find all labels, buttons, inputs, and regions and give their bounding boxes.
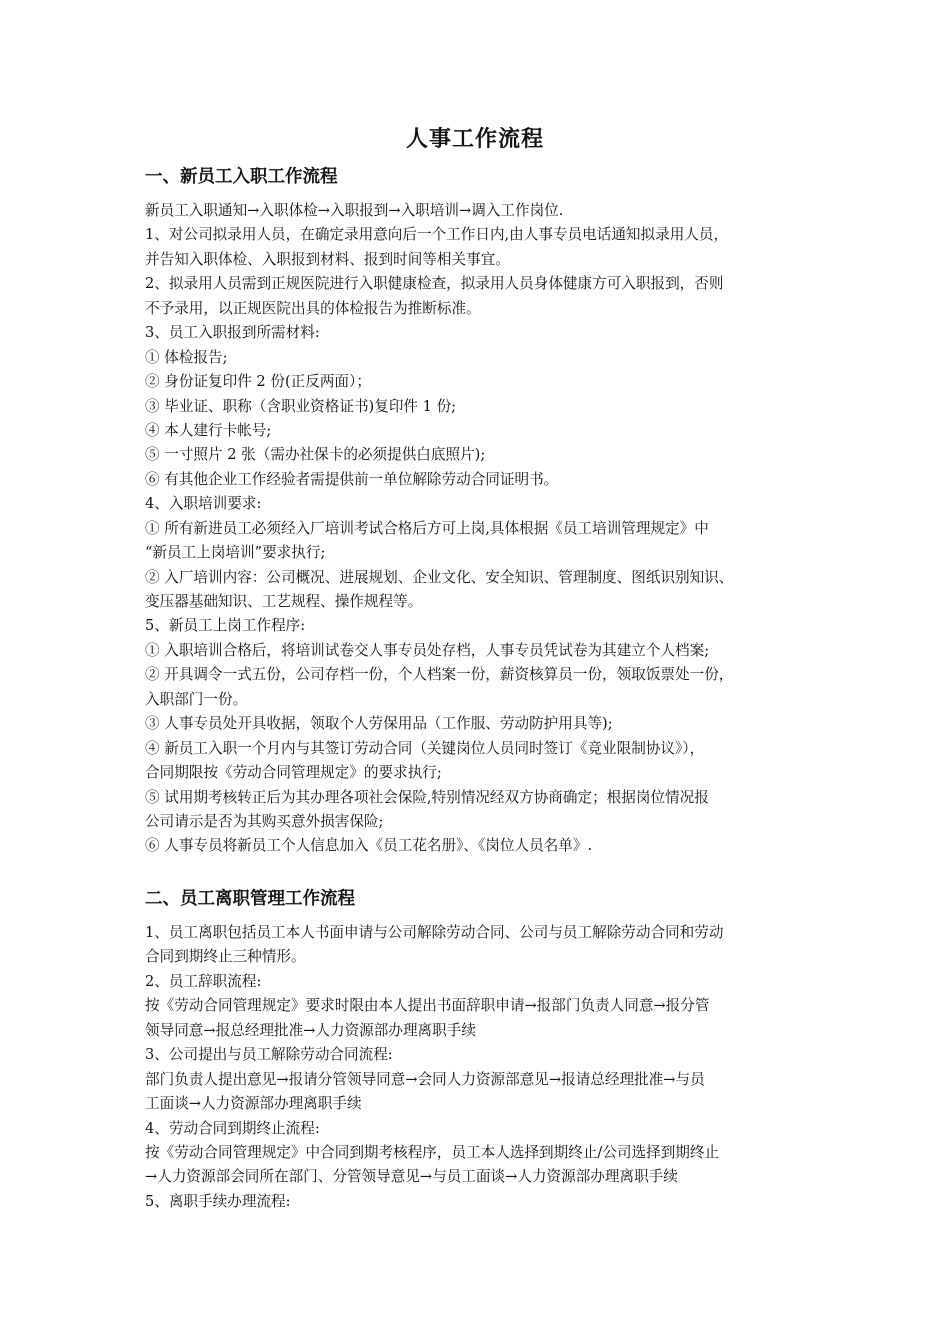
list-item: ③ 人事专员处开具收据，领取个人劳保用品（工作服、劳动防护用具等); (145, 715, 613, 733)
list-item: ⑥ 有其他企业工作经验者需提供前一单位解除劳动合同证明书。 (145, 470, 559, 488)
list-item: ⑤ 一寸照片 2 张（需办社保卡的必须提供白底照片); (145, 446, 486, 464)
list-item: ① 所有新进员工必须经入厂培训考试合格后方可上岗,具体根据《员工培训管理规定》中 (145, 519, 709, 537)
paragraph-line: 2、员工辞职流程: (145, 972, 262, 990)
list-item: ③ 毕业证、职称（含职业资格证书)复印件 1 份; (145, 397, 457, 415)
list-item: “新员工上岗培训”要求执行; (145, 544, 326, 562)
paragraph-line: 3、员工入职报到所需材料: (145, 324, 320, 342)
list-item: ④ 本人建行卡帐号; (145, 421, 272, 439)
list-item: 变压器基础知识、工艺规程、操作规程等。 (145, 593, 423, 610)
paragraph-line: 5、离职手续办理流程: (145, 1192, 291, 1210)
paragraph-line: 新员工入职通知→入职体检→入职报到→入职培训→调入工作岗位. (145, 202, 564, 219)
paragraph-line: 4、入职培训要求: (145, 495, 262, 513)
list-item: ⑤ 试用期考核转正后为其办理各项社会保险,特别情况经双方协商确定；根据岗位情况报 (145, 788, 709, 806)
list-item: ④ 新员工入职一个月内与其签订劳动合同（关键岗位人员同时签订《竞业限制协议》）， (145, 739, 705, 757)
paragraph-line: 1、对公司拟录用人员，在确定录用意向后一个工作日内,由人事专员电话通知拟录用人员， (145, 226, 729, 244)
list-item: ① 体检报告; (145, 348, 228, 366)
paragraph-line: 工面谈→人力资源部办理离职手续 (145, 1095, 362, 1113)
list-item: 合同期限按《劳动合同管理规定》的要求执行; (145, 764, 442, 782)
list-item: ② 开具调令一式五份，公司存档一份，个人档案一份，薪资核算员一份，领取饭票处一份， (145, 666, 734, 684)
paragraph-line: 1、员工离职包括员工本人书面申请与公司解除劳动合同、公司与员工解除劳动合同和劳动 (145, 924, 724, 941)
list-item: ② 入厂培训内容：公司概况、进展规划、企业文化、安全知识、管理制度、图纸识别知识、 (145, 568, 734, 586)
paragraph-line: 2、拟录用人员需到正规医院进行入职健康检查，拟录用人员身体健康方可入职报到，否则 (145, 275, 724, 293)
paragraph-line: 不予录用，以正规医院出具的体检报告为推断标准。 (145, 299, 481, 317)
paragraph-line: 按《劳动合同管理规定》中合同到期考核程序，员工本人选择到期终止/公司选择到期终止 (145, 1143, 720, 1161)
list-item: ⑥ 人事专员将新员工个人信息加入《员工花名册》、《岗位人员名单》. (145, 837, 593, 855)
section-2-heading: 二、员工离职管理工作流程 (145, 889, 355, 909)
paragraph-line: 合同到期终止三种情形。 (145, 948, 306, 966)
list-item: 入职部门一份。 (145, 690, 248, 708)
paragraph-line: 3、公司提出与员工解除劳动合同流程: (145, 1046, 393, 1064)
paragraph-line: 领导同意→报总经理批准→人力资源部办理离职手续 (145, 1021, 476, 1039)
paragraph-line: →人力资源部会同所在部门、分管领导意见→与员工面谈→人力资源部办理离职手续 (145, 1168, 678, 1186)
paragraph-line: 5、新员工上岗工作程序: (145, 617, 306, 635)
paragraph-line: 按《劳动合同管理规定》要求时限由本人提出书面辞职申请→报部门负责人同意→报分管 (145, 997, 710, 1015)
list-item: 公司请示是否为其购买意外损害保险; (145, 812, 384, 830)
section-1-heading: 一、新员工入职工作流程 (145, 167, 338, 187)
paragraph-line: 部门负责人提出意见→报请分管领导同意→会同人力资源部意见→报请总经理批准→与员 (145, 1070, 705, 1088)
section-1-body (145, 199, 825, 859)
list-item: ② 身份证复印件 2 份(正反两面）； (145, 373, 371, 391)
document-title: 人事工作流程 (405, 127, 544, 152)
list-item: ① 入职培训合格后，将培训试卷交人事专员处存档，人事专员凭试卷为其建立个人档案; (145, 641, 710, 659)
section-2-body (145, 921, 825, 1214)
paragraph-line: 4、劳动合同到期终止流程: (145, 1119, 320, 1137)
paragraph-line: 并告知入职体检、入职报到材料、报到时间等相关事宜。 (145, 250, 510, 268)
